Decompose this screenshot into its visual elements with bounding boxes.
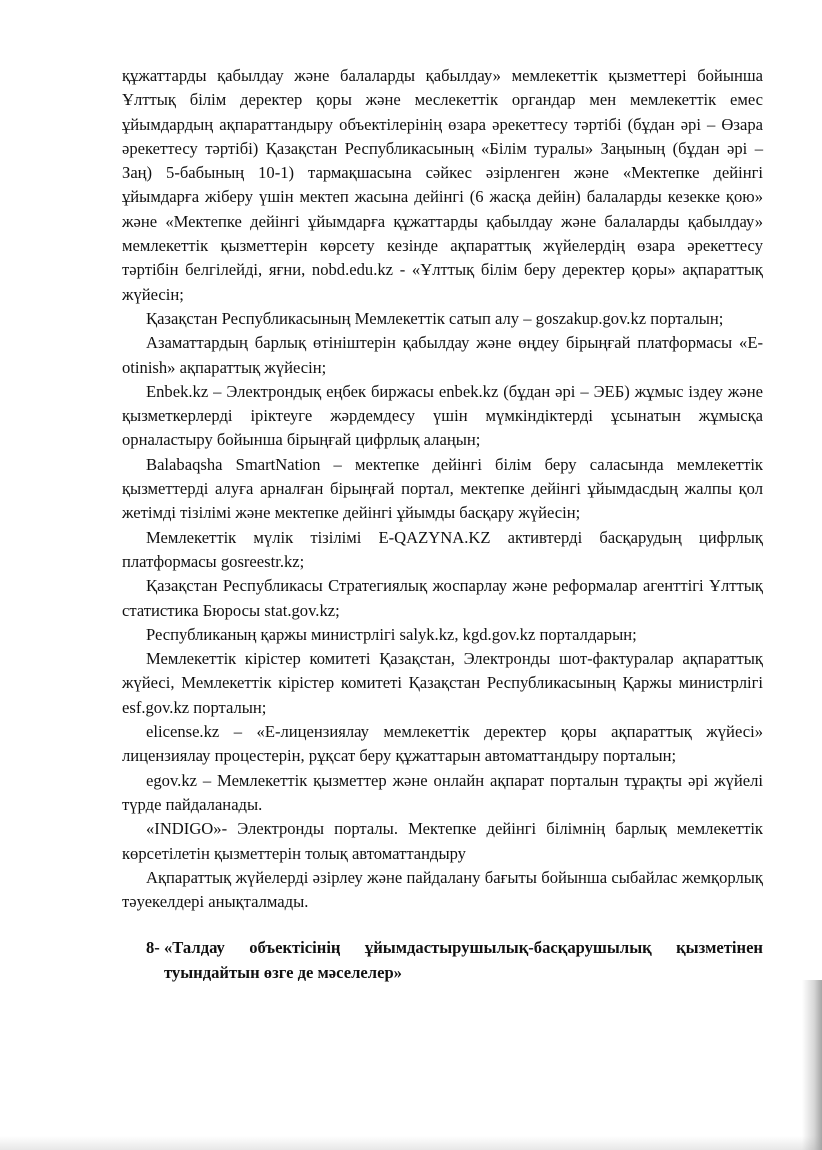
paragraph-continuation: құжаттарды қабылдау және балаларды қабылдау» мемлекеттік қызметтері бойынша Ұлттық білім деректер қоры және меслекеттік органдар мен мемлекеттік емес ұйымдардың ақпараттандыру объектілерінің өзара әрекеттесу тәртібі (бұдан әрі – Өзара әрекеттесу тәртібі) Қазақстан Республикасының «Білім туралы» Заңының (бұдан әрі – Заң) 5-бабының 10-1) тармақшасына сәйкес әзірленген және «Мектепке дейінгі ұйымдарға жіберу үшін мектеп жасына дейінгі (6 жасқа дейін) балаларды кезекке қою» және «Мектепке дейінгі ұйымдарға құжаттарды қабылдау және балаларды қабылдау» мемлекеттік қызметтерін көрсету кезінде ақпараттық жүйелердің өзара әрекеттесу тәртібін белгілейді, яғни, nobd.edu.kz - «Ұлттық білім беру деректер қоры» ақпараттық жүйесін;: [122, 66, 763, 304]
section-number: 8-: [146, 938, 164, 958]
document-body: [122, 64, 763, 985]
paragraph-e-qazyna: Мемлекеттік мүлік тізілімі E-QAZYNA.KZ активтерді басқарудың цифрлық платформасы gosreestr.kz;: [122, 527, 763, 571]
paragraph-esf: Мемлекеттік кірістер комитеті Қазақстан, Электронды шот-фактуралар ақпараттық жүйесі, Мемлекеттік кірістер комитеті Қазақстан Республикасының Қаржы министрлігі esf.gov.kz порталын;: [122, 649, 763, 717]
paragraph-enbek: Enbek.kz – Электрондық еңбек биржасы enbek.kz (бұдан әрі – ЭЕБ) жұмыс іздеу және қызметкерлерді іріктеуге жәрдемдесу үшін мүмкіндіктерді ұсынатын жұмысқа орналастыру бойынша бірыңғай цифрлық алаңын;: [122, 381, 763, 450]
paragraph-elicense: elicense.kz – «Е-лицензиялау мемлекеттік деректер қоры ақпараттық жүйесі» лицензиялау процестерін, рұқсат беру құжаттарын автоматтандыру порталын;: [122, 722, 763, 766]
paragraph-salyk: Республиканың қаржы министрлігі salyk.kz, kgd.gov.kz порталдарын;: [146, 624, 637, 644]
paragraph-indigo: «INDIGO»- Электронды порталы. Мектепке дейінгі білімнің барлық мемлекеттік көрсетілетін қызметтерін толық автоматтандыру: [122, 819, 763, 863]
paragraph-corruption-risks: Ақпараттық жүйелерді әзірлеу және пайдалану бағыты бойынша сыбайлас жемқорлық тәуекелдері анықталмады.: [122, 867, 763, 912]
paragraph-stat: Қазақстан Республикасы Стратегиялық жоспарлау және реформалар агенттігі Ұлттық статистика Бюросы stat.gov.kz;: [122, 576, 763, 620]
page-edge-shadow: [802, 980, 822, 1150]
page-bottom-shadow: [0, 1136, 822, 1150]
paragraph-egov: egov.kz – Мемлекеттік қызметтер және онлайн ақпарат порталын тұрақты әрі жүйелі түрде пайдаланады.: [122, 770, 763, 814]
paragraph-e-otinish: Азаматтардың барлық өтініштерін қабылдау және өңдеу бірыңғай платформасы «E-otinish» ақпараттық жүйесін;: [122, 333, 763, 377]
section-title: «Талдау объектісінің ұйымдастырушылық-басқарушылық қызметінен туындайтын өзге де мәселелер»: [163, 938, 763, 982]
paragraph-goszakup: Қазақстан Республикасының Мемлекеттік сатып алу – goszakup.gov.kz порталын;: [146, 308, 724, 328]
section-heading: [122, 936, 763, 985]
paragraph-balabaqsha: Balabaqsha SmartNation – мектепке дейінгі білім беру саласында мемлекеттік қызметтерді алуға арналған бірыңғай портал, мектепке дейінгі ұйымдасдың жалпы қол жетімді тізілімі және мектепке дейінгі ұйымды басқару жүйесін;: [122, 454, 763, 523]
